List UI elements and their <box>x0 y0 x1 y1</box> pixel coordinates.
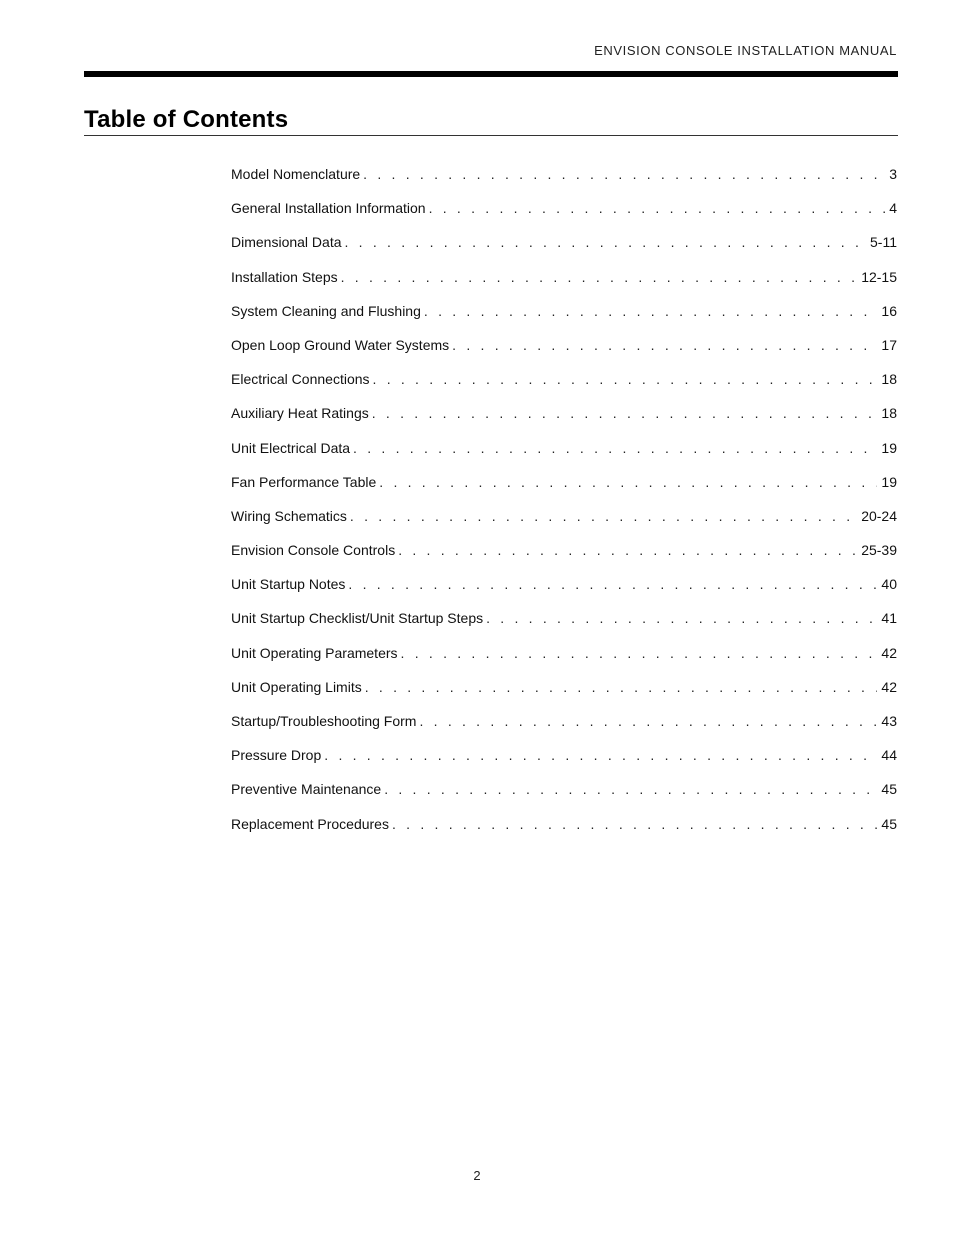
toc-entry-page: 44 <box>881 747 897 764</box>
toc-entry-label: Envision Console Controls <box>231 542 396 559</box>
toc-entry[interactable] <box>231 472 897 506</box>
dot-leader <box>398 540 857 560</box>
dot-leader <box>373 369 878 389</box>
dot-leader <box>365 677 878 697</box>
dot-leader <box>429 198 886 218</box>
toc-entry-label: Pressure Drop <box>231 747 322 764</box>
toc-entry-label: Unit Operating Parameters <box>231 644 398 661</box>
toc-entry[interactable] <box>231 335 897 369</box>
running-header: ENVISION CONSOLE INSTALLATION MANUAL <box>594 43 897 58</box>
dot-leader <box>452 335 877 355</box>
dot-leader <box>341 267 858 287</box>
toc-entry-label: Fan Performance Table <box>231 473 377 490</box>
toc-entry-page: 43 <box>881 713 897 729</box>
toc-entry-label: Electrical Connections <box>231 371 370 388</box>
toc-entry-page: 45 <box>881 781 897 798</box>
toc-entry-label: Auxiliary Heat Ratings <box>231 405 369 422</box>
toc-title-underline <box>84 106 898 136</box>
dot-leader <box>324 745 877 765</box>
dot-leader <box>419 711 877 731</box>
toc-entry-label: Open Loop Ground Water Systems <box>231 336 450 353</box>
toc-entry[interactable] <box>231 438 897 472</box>
page-number: 2 <box>473 1168 481 1183</box>
dot-leader <box>401 643 878 663</box>
toc-entry[interactable] <box>231 506 897 540</box>
toc-entry[interactable] <box>231 745 897 779</box>
toc-entry[interactable] <box>231 608 897 642</box>
toc-entry[interactable] <box>231 301 897 335</box>
toc-entry-label: Unit Startup Checklist/Unit Startup Steps <box>231 610 484 627</box>
toc-entry-page: 40 <box>881 576 897 593</box>
dot-leader <box>348 574 877 594</box>
toc-entry-page: 12-15 <box>861 268 897 285</box>
dot-leader <box>372 403 878 423</box>
dot-leader <box>379 472 877 492</box>
toc-entry-page: 42 <box>881 678 897 695</box>
toc-entry[interactable] <box>231 814 897 848</box>
toc-entry-page: 25-39 <box>861 542 897 559</box>
toc-entry[interactable] <box>231 779 897 813</box>
toc-entry-label: Installation Steps <box>231 268 338 285</box>
dot-leader <box>486 608 877 628</box>
toc-entry-page: 16 <box>881 302 897 319</box>
dot-leader <box>384 779 877 799</box>
toc-entry-page: 5-11 <box>870 234 897 251</box>
toc-entry-label: Startup/Troubleshooting Form <box>231 713 417 729</box>
toc-entry-label: Replacement Procedures <box>231 815 389 832</box>
page-title: Table of Contents <box>84 106 289 133</box>
toc-entry-page: 41 <box>881 610 897 627</box>
toc-entry-label: Model Nomenclature <box>231 166 361 182</box>
toc-entry-label: Dimensional Data <box>231 234 342 251</box>
toc-entry-page: 17 <box>881 336 897 353</box>
toc-entry-page: 4 <box>889 200 897 217</box>
toc-entry-page: 20-24 <box>861 507 897 524</box>
toc-entry[interactable] <box>231 267 897 301</box>
dot-leader <box>363 164 885 184</box>
dot-leader <box>424 301 878 321</box>
dot-leader <box>350 506 857 526</box>
toc-entry-page: 45 <box>881 815 897 832</box>
toc-entry-page: 19 <box>881 473 897 490</box>
dot-leader <box>392 814 877 834</box>
toc-entry[interactable] <box>231 711 897 745</box>
toc-entry-label: Unit Startup Notes <box>231 576 346 593</box>
dot-leader <box>353 438 877 458</box>
toc-entry[interactable] <box>231 540 897 574</box>
toc-entry-label: Unit Operating Limits <box>231 678 362 695</box>
toc-entry[interactable] <box>231 677 897 711</box>
toc-entry[interactable] <box>231 403 897 437</box>
toc-entry-page: 18 <box>881 405 897 422</box>
toc-entry[interactable] <box>231 369 897 403</box>
toc-entry-label: Preventive Maintenance <box>231 781 382 798</box>
toc-list <box>231 164 897 848</box>
toc-entry-label: System Cleaning and Flushing <box>231 302 421 319</box>
dot-leader <box>345 232 867 252</box>
toc-entry[interactable] <box>231 643 897 677</box>
toc-entry-label: General Installation Information <box>231 200 426 217</box>
toc-entry-page: 3 <box>889 166 897 182</box>
toc-entry[interactable] <box>231 164 897 198</box>
toc-entry-page: 42 <box>881 644 897 661</box>
header-rule <box>84 71 898 77</box>
toc-entry-label: Wiring Schematics <box>231 507 347 524</box>
toc-entry-page: 19 <box>881 439 897 456</box>
toc-entry-label: Unit Electrical Data <box>231 439 351 456</box>
toc-entry[interactable] <box>231 198 897 232</box>
toc-entry-page: 18 <box>881 371 897 388</box>
toc-entry[interactable] <box>231 232 897 266</box>
toc-entry[interactable] <box>231 574 897 608</box>
